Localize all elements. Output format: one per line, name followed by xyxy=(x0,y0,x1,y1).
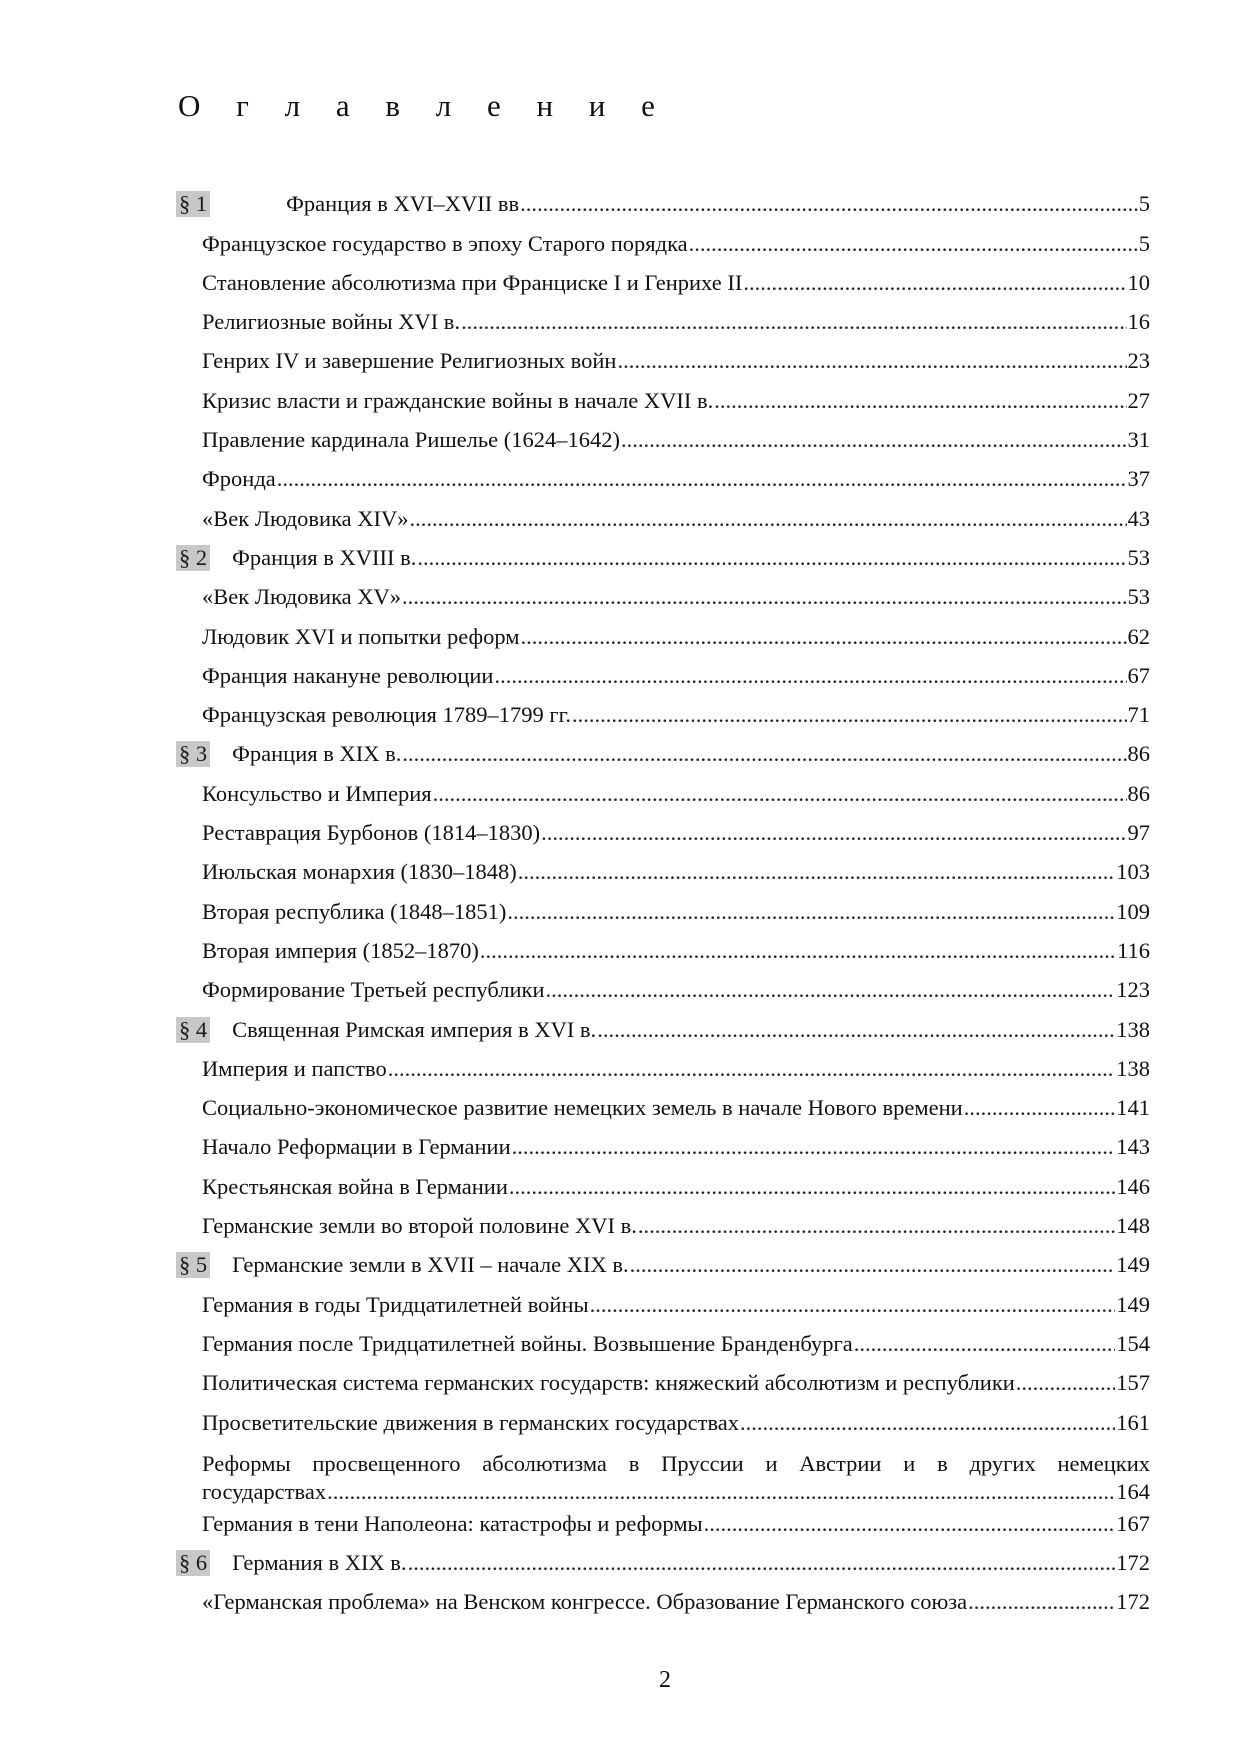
dot-leader xyxy=(480,938,1116,964)
dot-leader xyxy=(518,859,1115,885)
dot-leader xyxy=(327,1479,1115,1505)
toc-entry-title: Франция в XVI–XVII вв xyxy=(286,191,520,217)
toc-entry-title: Империя и папство xyxy=(202,1055,387,1081)
toc-page-number: 148 xyxy=(1116,1213,1150,1239)
toc-section-entry[interactable] xyxy=(176,1542,1150,1581)
toc-entry-title: Франция накануне революции xyxy=(202,662,494,688)
toc-entry-title: Германия после Тридцатилетней войны. Возвышение Бранденбурга xyxy=(202,1330,853,1356)
toc-page-number: 103 xyxy=(1116,859,1150,885)
dot-leader xyxy=(740,1410,1115,1436)
dot-leader xyxy=(521,624,1127,650)
toc-entry-title: Вторая империя (1852–1870) xyxy=(202,937,479,963)
toc-subsection-entry[interactable] xyxy=(176,772,1150,811)
toc-section-entry[interactable] xyxy=(176,1008,1150,1047)
toc-entry-title: Июльская монархия (1830–1848) xyxy=(202,859,517,885)
toc-page-number: 37 xyxy=(1127,466,1150,492)
toc-entry-title: Фронда xyxy=(202,466,276,492)
toc-section-entry[interactable] xyxy=(176,183,1150,222)
dot-leader xyxy=(541,820,1126,846)
toc-page-number: 5 xyxy=(1138,230,1150,256)
toc-page-number: 86 xyxy=(1127,780,1150,806)
toc-entry-title: «Германская проблема» на Венском конгрессе. Образование Германского союза xyxy=(202,1589,968,1615)
toc-entry-title: Германские земли в XVII – начале XIX в. xyxy=(232,1252,629,1278)
toc-subsection-entry[interactable] xyxy=(176,1087,1150,1126)
toc-subsection-entry[interactable] xyxy=(176,1323,1150,1362)
toc-page-number: 23 xyxy=(1127,348,1150,374)
dot-leader xyxy=(964,1095,1116,1121)
toc-entry-title: Религиозные войны XVI в. xyxy=(202,309,461,335)
toc-page-number: 97 xyxy=(1127,820,1150,846)
toc-subsection-entry[interactable] xyxy=(176,1205,1150,1244)
dot-leader xyxy=(402,741,1126,767)
dot-leader xyxy=(1016,1370,1115,1396)
section-number-badge: § 1 xyxy=(176,191,210,217)
toc-entry-title: Крестьянская война в Германии xyxy=(202,1173,508,1199)
toc-subsection-entry[interactable] xyxy=(176,694,1150,733)
dot-leader xyxy=(689,231,1138,257)
dot-leader xyxy=(520,191,1138,217)
toc-page-number: 146 xyxy=(1116,1173,1150,1199)
dot-leader xyxy=(512,1134,1116,1160)
toc-page-number: 172 xyxy=(1116,1589,1150,1615)
toc-page-number: 27 xyxy=(1127,387,1150,413)
toc-page-number: 157 xyxy=(1116,1370,1150,1396)
toc-section-entry[interactable] xyxy=(176,537,1150,576)
dot-leader xyxy=(617,348,1126,374)
page-number: 2 xyxy=(659,1667,671,1693)
toc-entry-title: Франция в XVIII в. xyxy=(232,544,417,570)
toc-page-number: 149 xyxy=(1116,1291,1150,1317)
dot-leader xyxy=(417,545,1126,571)
toc-page-number: 154 xyxy=(1116,1330,1150,1356)
section-number-badge: § 4 xyxy=(176,1017,210,1043)
toc-subsection-entry[interactable] xyxy=(176,1401,1150,1440)
toc-entry-title: Формирование Третьей республики xyxy=(202,977,545,1003)
dot-leader xyxy=(704,1511,1116,1537)
toc-page-number: 62 xyxy=(1127,623,1150,649)
table-of-contents xyxy=(176,183,1150,1620)
dot-leader xyxy=(509,1174,1115,1200)
toc-page-number: 141 xyxy=(1116,1095,1150,1121)
toc-page-number: 167 xyxy=(1116,1510,1150,1536)
toc-section-entry[interactable] xyxy=(176,733,1150,772)
toc-subsection-entry[interactable] xyxy=(176,930,1150,969)
toc-subsection-entry[interactable] xyxy=(176,890,1150,929)
toc-page-number: 138 xyxy=(1116,1055,1150,1081)
toc-entry-title: Кризис власти и гражданские войны в начале XVII в. xyxy=(202,387,714,413)
toc-entry-title: Реставрация Бурбонов (1814–1830) xyxy=(202,820,541,846)
toc-section-entry[interactable] xyxy=(176,1244,1150,1283)
toc-page-number: 53 xyxy=(1127,544,1150,570)
toc-page-number: 143 xyxy=(1116,1134,1150,1160)
toc-subsection-entry[interactable] xyxy=(176,655,1150,694)
toc-page-number: 16 xyxy=(1127,309,1150,335)
toc-subsection-entry[interactable] xyxy=(176,812,1150,851)
toc-entry-title: Французская революция 1789–1799 гг. xyxy=(202,702,571,728)
section-number-badge: § 6 xyxy=(176,1550,210,1576)
toc-page-number: 71 xyxy=(1127,702,1150,728)
page-title: О г л а в л е н и е xyxy=(178,88,669,123)
toc-page-number: 67 xyxy=(1127,662,1150,688)
section-number-badge: § 2 xyxy=(176,545,210,571)
toc-entry-title: Вторая республика (1848–1851) xyxy=(202,898,507,924)
toc-entry-title: Начало Реформации в Германии xyxy=(202,1134,511,1160)
dot-leader xyxy=(277,466,1127,492)
toc-subsection-entry[interactable] xyxy=(176,1362,1150,1401)
toc-subsection-entry[interactable] xyxy=(176,1283,1150,1322)
dot-leader xyxy=(408,1550,1116,1576)
toc-page-number: 53 xyxy=(1127,584,1150,610)
toc-entry-title: Германские земли во второй половине XVI в. xyxy=(202,1213,637,1239)
toc-entry-title: Социально-экономическое развитие немецких земель в начале Нового времени xyxy=(202,1095,963,1121)
toc-entry-title-continued: государствах xyxy=(202,1478,327,1504)
toc-subsection-entry[interactable] xyxy=(176,1581,1150,1620)
toc-page-number: 116 xyxy=(1117,937,1150,963)
toc-page-number: 109 xyxy=(1116,898,1150,924)
dot-leader xyxy=(590,1292,1116,1318)
dot-leader xyxy=(638,1213,1115,1239)
toc-subsection-entry[interactable] xyxy=(176,1165,1150,1204)
dot-leader xyxy=(714,388,1126,414)
section-number-badge: § 3 xyxy=(176,741,210,767)
dot-leader xyxy=(388,1056,1115,1082)
dot-leader xyxy=(621,427,1126,453)
toc-entry-title: Реформы просвещенного абсолютизма в Пруссии и Австрии и в других немецких xyxy=(202,1450,1150,1476)
toc-page-number: 161 xyxy=(1116,1409,1150,1435)
toc-subsection-entry[interactable] xyxy=(176,1126,1150,1165)
toc-subsection-entry[interactable] xyxy=(176,379,1150,418)
toc-entry-title: Правление кардинала Ришелье (1624–1642) xyxy=(202,427,621,453)
toc-page-number: 31 xyxy=(1127,427,1150,453)
toc-subsection-entry[interactable] xyxy=(176,262,1150,301)
toc-entry-title: Просветительские движения в германских государствах xyxy=(202,1409,740,1435)
toc-entry-title: Священная Римская империя в XVI в. xyxy=(232,1016,597,1042)
toc-entry-title: Консульство и Империя xyxy=(202,780,432,806)
dot-leader xyxy=(410,506,1127,532)
toc-entry-title: Германия в тени Наполеона: катастрофы и реформы xyxy=(202,1510,703,1536)
toc-subsection-entry[interactable] xyxy=(176,969,1150,1008)
toc-entry-title: Становление абсолютизма при Франциске I и Генрихе II xyxy=(202,269,743,295)
dot-leader xyxy=(630,1252,1116,1278)
toc-page-number: 164 xyxy=(1116,1478,1150,1504)
toc-page-number: 10 xyxy=(1127,269,1150,295)
toc-subsection-entry[interactable] xyxy=(176,851,1150,890)
toc-page-number: 172 xyxy=(1116,1550,1150,1576)
toc-page-number: 86 xyxy=(1127,741,1150,767)
toc-subsection-entry[interactable] xyxy=(176,458,1150,497)
toc-page-number: 5 xyxy=(1138,191,1150,217)
toc-subsection-entry[interactable] xyxy=(176,1441,1150,1503)
toc-entry-title: «Век Людовика XIV» xyxy=(202,505,409,531)
toc-subsection-entry[interactable] xyxy=(176,419,1150,458)
toc-entry-title: «Век Людовика XV» xyxy=(202,584,402,610)
dot-leader xyxy=(743,270,1126,296)
toc-subsection-entry[interactable] xyxy=(176,222,1150,261)
toc-entry-title: Людовик XVI и попытки реформ xyxy=(202,623,520,649)
toc-subsection-entry[interactable] xyxy=(176,576,1150,615)
toc-entry-title: Генрих IV и завершение Религиозных войн xyxy=(202,348,617,374)
toc-entry-title: Германия в XIX в. xyxy=(232,1550,407,1576)
dot-leader xyxy=(507,899,1115,925)
dot-leader xyxy=(854,1331,1116,1357)
toc-entry-title: Французское государство в эпоху Старого порядка xyxy=(202,230,688,256)
dot-leader xyxy=(494,663,1126,689)
dot-leader xyxy=(968,1589,1115,1615)
toc-subsection-entry[interactable] xyxy=(176,301,1150,340)
toc-subsection-entry[interactable] xyxy=(176,497,1150,536)
toc-entry-title: Политическая система германских государств: княжеский абсолютизм и республики xyxy=(202,1370,1015,1396)
toc-subsection-entry[interactable] xyxy=(176,615,1150,654)
toc-page-number: 138 xyxy=(1116,1016,1150,1042)
dot-leader xyxy=(461,309,1126,335)
toc-entry-title: Германия в годы Тридцатилетней войны xyxy=(202,1291,589,1317)
dot-leader xyxy=(572,702,1127,728)
toc-page-number: 43 xyxy=(1127,505,1150,531)
toc-subsection-entry[interactable] xyxy=(176,1503,1150,1542)
toc-subsection-entry[interactable] xyxy=(176,1048,1150,1087)
toc-entry-continuation xyxy=(202,1479,1150,1505)
dot-leader xyxy=(433,781,1127,807)
toc-page-number: 149 xyxy=(1116,1252,1150,1278)
dot-leader xyxy=(402,584,1126,610)
toc-entry-title: Франция в XIX в. xyxy=(232,741,402,767)
dot-leader xyxy=(597,1017,1115,1043)
dot-leader xyxy=(546,977,1116,1003)
section-number-badge: § 5 xyxy=(176,1252,210,1278)
toc-page-number: 123 xyxy=(1116,977,1150,1003)
toc-subsection-entry[interactable] xyxy=(176,340,1150,379)
